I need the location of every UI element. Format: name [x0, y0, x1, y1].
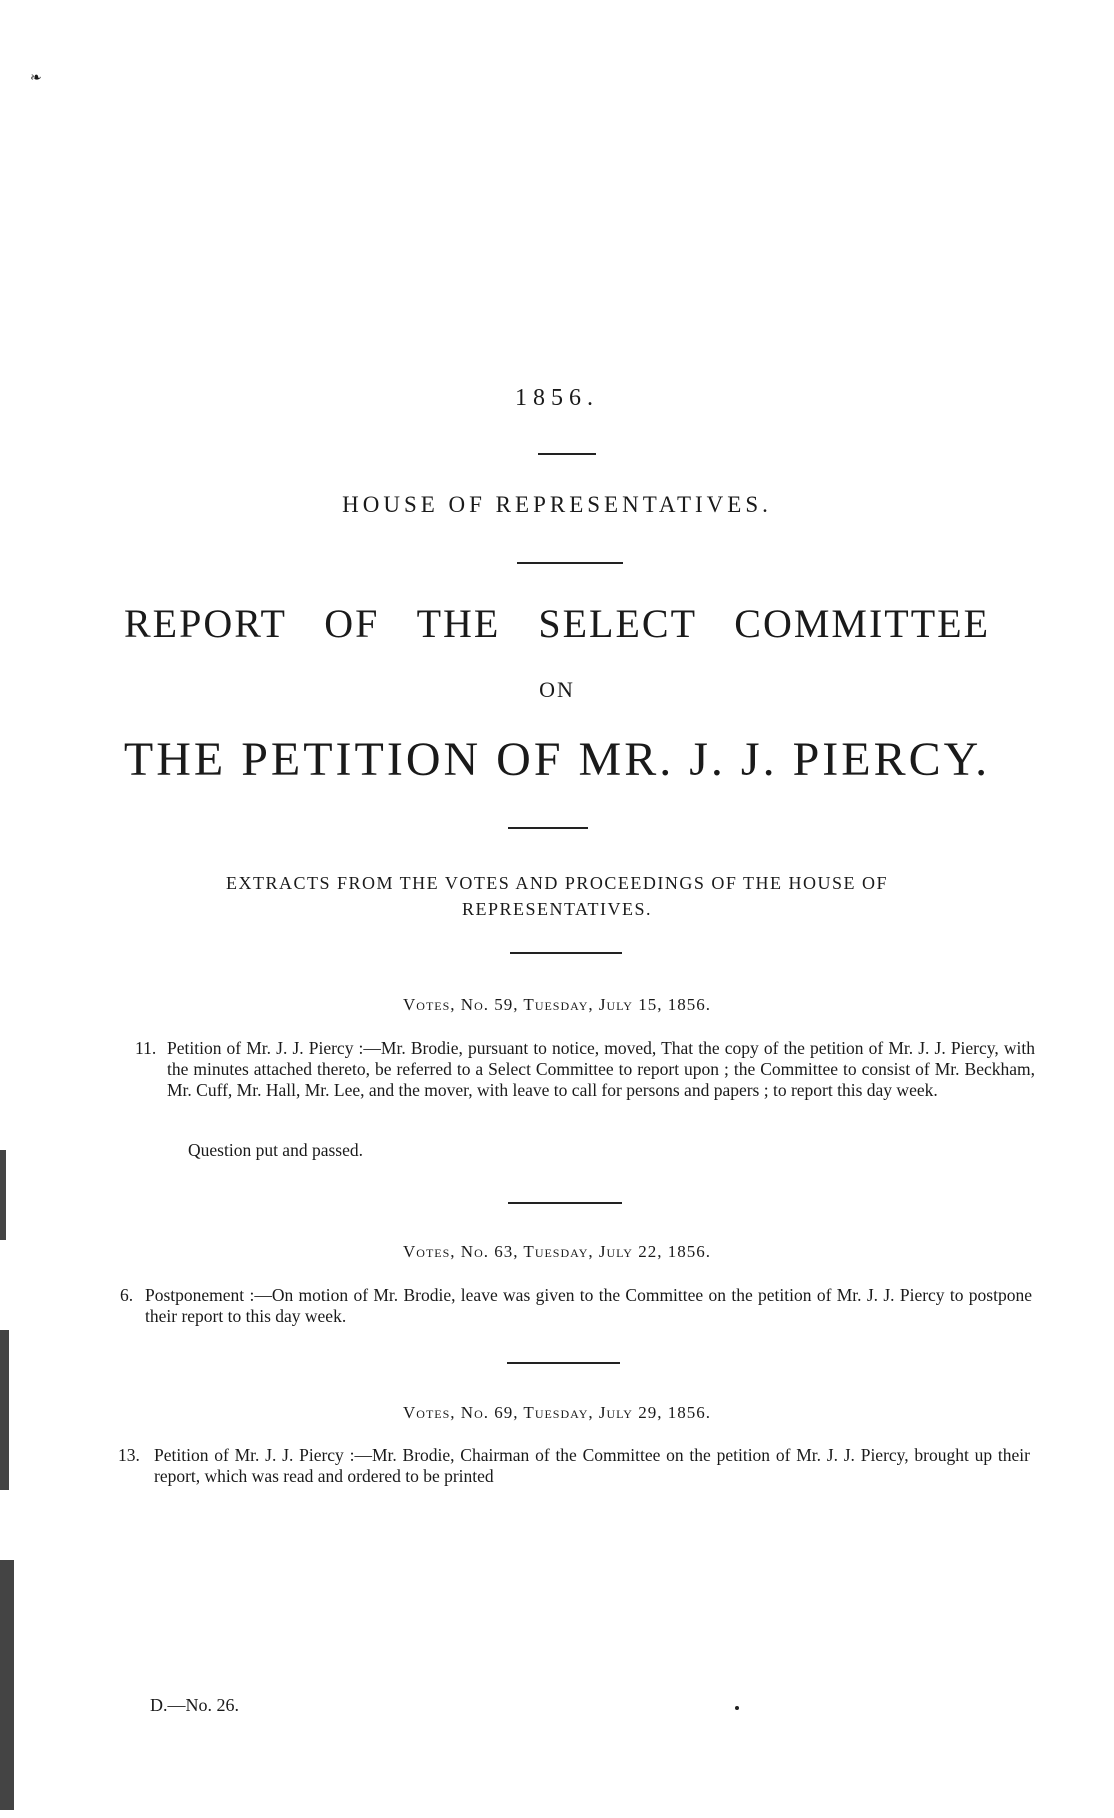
entry-text: Petition of Mr. J. J. Piercy :—Mr. Brodie, pursuant to notice, moved, That the copy of the petition of Mr. J. J. Piercy, with the minutes attached thereto, be referred to a Select Committee to report upon ; the Committee to consist of Mr. Beckham, Mr. Cuff, Mr. Hall, Mr. Lee, and the mover, with leave to call for persons and papers ; to report this day week.	[167, 1038, 1035, 1100]
votes-heading: Votes, No. 63, Tuesday, July 22, 1856.	[403, 1242, 711, 1261]
votes-heading: Votes, No. 69, Tuesday, July 29, 1856.	[403, 1403, 711, 1422]
petition-title: THE PETITION OF MR. J. J. PIERCY.	[123, 733, 991, 786]
extracts-line-1: EXTRACTS FROM THE VOTES AND PROCEEDINGS OF THE HOUSE OF	[225, 873, 889, 893]
proceeding-entry	[118, 1445, 1030, 1495]
document-reference: D.—No. 26.	[150, 1695, 239, 1715]
corner-mark: ❧	[30, 71, 42, 86]
entry-text: Petition of Mr. J. J. Piercy :—Mr. Brodie, Chairman of the Committee on the petition of Mr. J. J. Piercy, brought up their report, which was read and ordered to be printed	[154, 1445, 1030, 1486]
house-heading: HOUSE OF REPRESENTATIVES.	[342, 492, 772, 517]
divider	[517, 562, 623, 564]
divider	[508, 1202, 622, 1204]
entry-number: 6.	[120, 1285, 134, 1305]
proceeding-entry	[135, 1038, 1035, 1128]
entry-number: 13.	[118, 1445, 140, 1465]
entry-number: 11.	[135, 1038, 157, 1058]
divider	[538, 453, 596, 455]
entry-text: Postponement :—On motion of Mr. Brodie, leave was given to the Committee on the petition of Mr. J. J. Piercy to postpone their report to this day week.	[145, 1285, 1032, 1326]
entry-result: Question put and passed.	[188, 1140, 363, 1160]
ink-dot	[735, 1706, 739, 1710]
extracts-line-2: REPRESENTATIVES.	[461, 899, 653, 919]
divider	[508, 827, 588, 829]
votes-heading: Votes, No. 59, Tuesday, July 15, 1856.	[403, 995, 711, 1014]
divider	[507, 1362, 620, 1364]
on-label: ON	[539, 677, 575, 702]
proceeding-entry	[120, 1285, 1032, 1335]
extracts-heading	[150, 870, 964, 922]
report-title: REPORT OF THE SELECT COMMITTEE	[123, 601, 991, 646]
divider	[510, 952, 622, 954]
year: 1856.	[515, 385, 599, 411]
